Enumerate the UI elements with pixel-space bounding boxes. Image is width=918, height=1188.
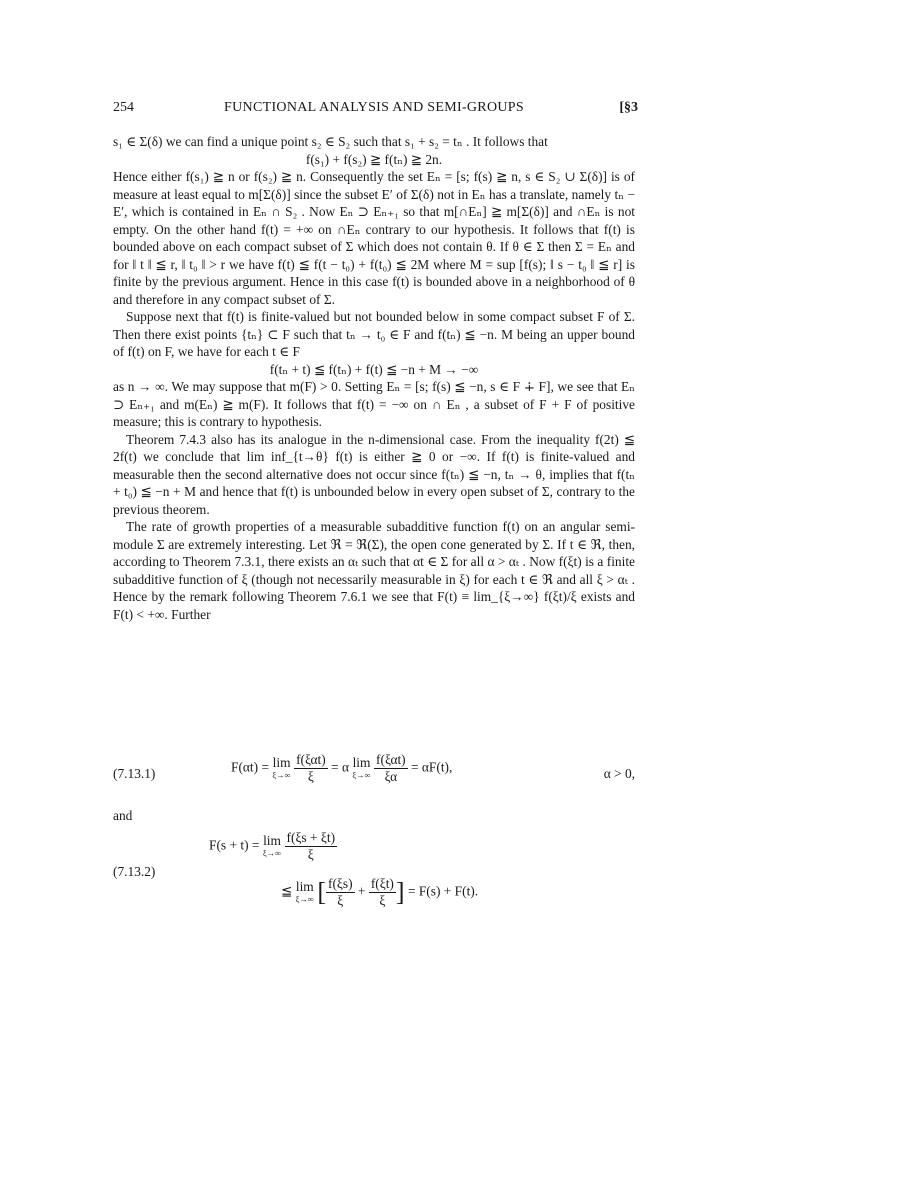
equation-term: = α xyxy=(331,759,349,775)
equation-lhs: F(s + t) = xyxy=(209,837,260,853)
equation-number: (7.13.2) xyxy=(113,864,156,879)
page-header xyxy=(113,100,638,120)
equation-body xyxy=(231,752,452,785)
equation-term: + xyxy=(357,883,366,899)
fraction: $\frac{\text{f(ξαt)}}{\xi\alpha}$ xyxy=(376,752,406,784)
fraction: $\frac{f(\xi s + \xi t)}{\xi}$ xyxy=(286,830,336,862)
body-text xyxy=(113,133,635,623)
section-mark: [§3 xyxy=(619,100,638,115)
equation-number: (7.13.1) xyxy=(113,766,156,781)
paragraph: The rate of growth properties of a measurable subadditive function f(t) on an angular semi-module Σ are extremely interesting. Let ℜ = ℜ(Σ), the open cone generated by Σ. If t ∈ ℜ, then, according to Theorem 7.3.1, there exists an αₜ such that αt ∈ Σ for all α > αₜ . Now f(ξt) is a finite subadditive function of ξ (though not necessarily measurable in ξ) for each t ∈ ℜ and all ξ > αₜ . Hence by the remark following Theorem 7.6.1 we see that F(t) ≡ lim_{ξ→∞} f(ξt)/ξ exists and F(t) < +∞. Further xyxy=(113,519,635,622)
equation-condition: α > 0, xyxy=(603,766,635,781)
paragraph: Hence either f(s₁) ≧ n or f(s₂) ≧ n. Consequently the set Eₙ = [s; f(s) ≧ n, s ∈ S₂ ∪ Σ(δ)] is of measure at least equal to m[Σ(δ)] since the subset E′ of Σ(δ) not in Eₙ has a translate, namely tₙ − E′, which is contained in Eₙ ∩ S₂ . Now Eₙ ⊃ Eₙ₊₁ so that m[∩Eₙ] ≧ m[Σ(δ)] and ∩Eₙ is not empty. On the other hand f(t) = +∞ on ∩Eₙ contrary to our hypothesis. It follows that f(t) is bounded above on each compact subset of Σ which does not contain θ. If θ ∈ Σ then Σ = Eₙ and for ‖ t ‖ ≦ r, ‖ t₀ ‖ > r we have f(t) ≦ f(t − t₀) + f(t₀) ≦ 2M where M = sup [f(s); ‖ s − t₀ ‖ ≦ r] is finite by the previous argument. Hence in this case f(t) is bounded above in a neighborhood of θ and therefore in any compact subset of Σ. xyxy=(113,169,635,307)
fraction: $\frac{\text{f(ξαt)}}{\xi}$ xyxy=(296,752,326,784)
running-title: FUNCTIONAL ANALYSIS AND SEMI-GROUPS xyxy=(224,100,524,115)
equation-rhs: = F(s) + F(t). xyxy=(407,883,479,899)
limit-operator: lim ξ→∞ xyxy=(295,878,314,904)
equation-lhs: F(αt) = xyxy=(231,759,270,775)
page-number: 254 xyxy=(113,100,134,115)
left-bracket: [ xyxy=(317,877,326,907)
paragraph: as n → ∞. We may suppose that m(F) > 0. Setting Eₙ = [s; f(s) ≦ −n, s ∈ F ∔ F], we see that Eₙ ⊃ Eₙ₊₁ and m(Eₙ) ≧ m(F). It follows that f(t) = −∞ on ∩ Eₙ , a subset of F + F of positive measure; this is contrary to hypothesis. xyxy=(113,379,635,429)
display-formula: f(tₙ + t) ≦ f(tₙ) + f(t) ≦ −n + M → −∞ xyxy=(269,361,479,377)
equation-7-13-2 xyxy=(113,830,635,920)
equation-line-2 xyxy=(281,876,478,909)
paragraph: Theorem 7.4.3 also has its analogue in the n-dimensional case. From the inequality f(2t) ≦ 2f(t) we conclude that lim inf_{t→θ} f(t) is either ≧ 0 or −∞. If f(t) is finite-valued and measurable then the second alternative does not occur since f(tₙ) ≦ −n, tₙ → θ, implies that f(tₙ + t₀) ≦ −n + M and hence that f(t) is unbounded below in every open subset of Σ, contrary to the previous theorem. xyxy=(113,431,635,517)
equation-rhs: = αF(t), xyxy=(411,759,453,775)
display-formula: f(s₁) + f(s₂) ≧ f(tₙ) ≧ 2n. xyxy=(305,151,443,167)
limit-operator: lim ξ→∞ xyxy=(262,832,282,858)
limit-operator: lim ξ→∞ xyxy=(352,754,371,780)
equation-7-13-1 xyxy=(113,752,635,796)
equation-term: ≦ xyxy=(281,883,293,899)
fraction: $\frac{f(\xi t)}{\xi}$ xyxy=(370,876,394,908)
right-bracket: ] xyxy=(395,877,405,907)
paragraph: s₁ ∈ Σ(δ) we can find a unique point s₂ ∈ S₂ such that s₁ + s₂ = tₙ . It follows that xyxy=(113,134,548,149)
limit-operator: lim ξ→∞ xyxy=(272,754,291,780)
equation-line-1 xyxy=(209,830,337,863)
connector-word: and xyxy=(113,808,133,823)
fraction: $\frac{f(\xi s)}{\xi}$ xyxy=(327,876,353,908)
paragraph: Suppose next that f(t) is finite-valued but not bounded below in some compact subset F of Σ. Then there exist points {tₙ} ⊂ F such that tₙ → t₀ ∈ F and f(tₙ) ≦ −n. M being an upper bound of f(t) on F, we have for each t ∈ F xyxy=(113,309,635,359)
